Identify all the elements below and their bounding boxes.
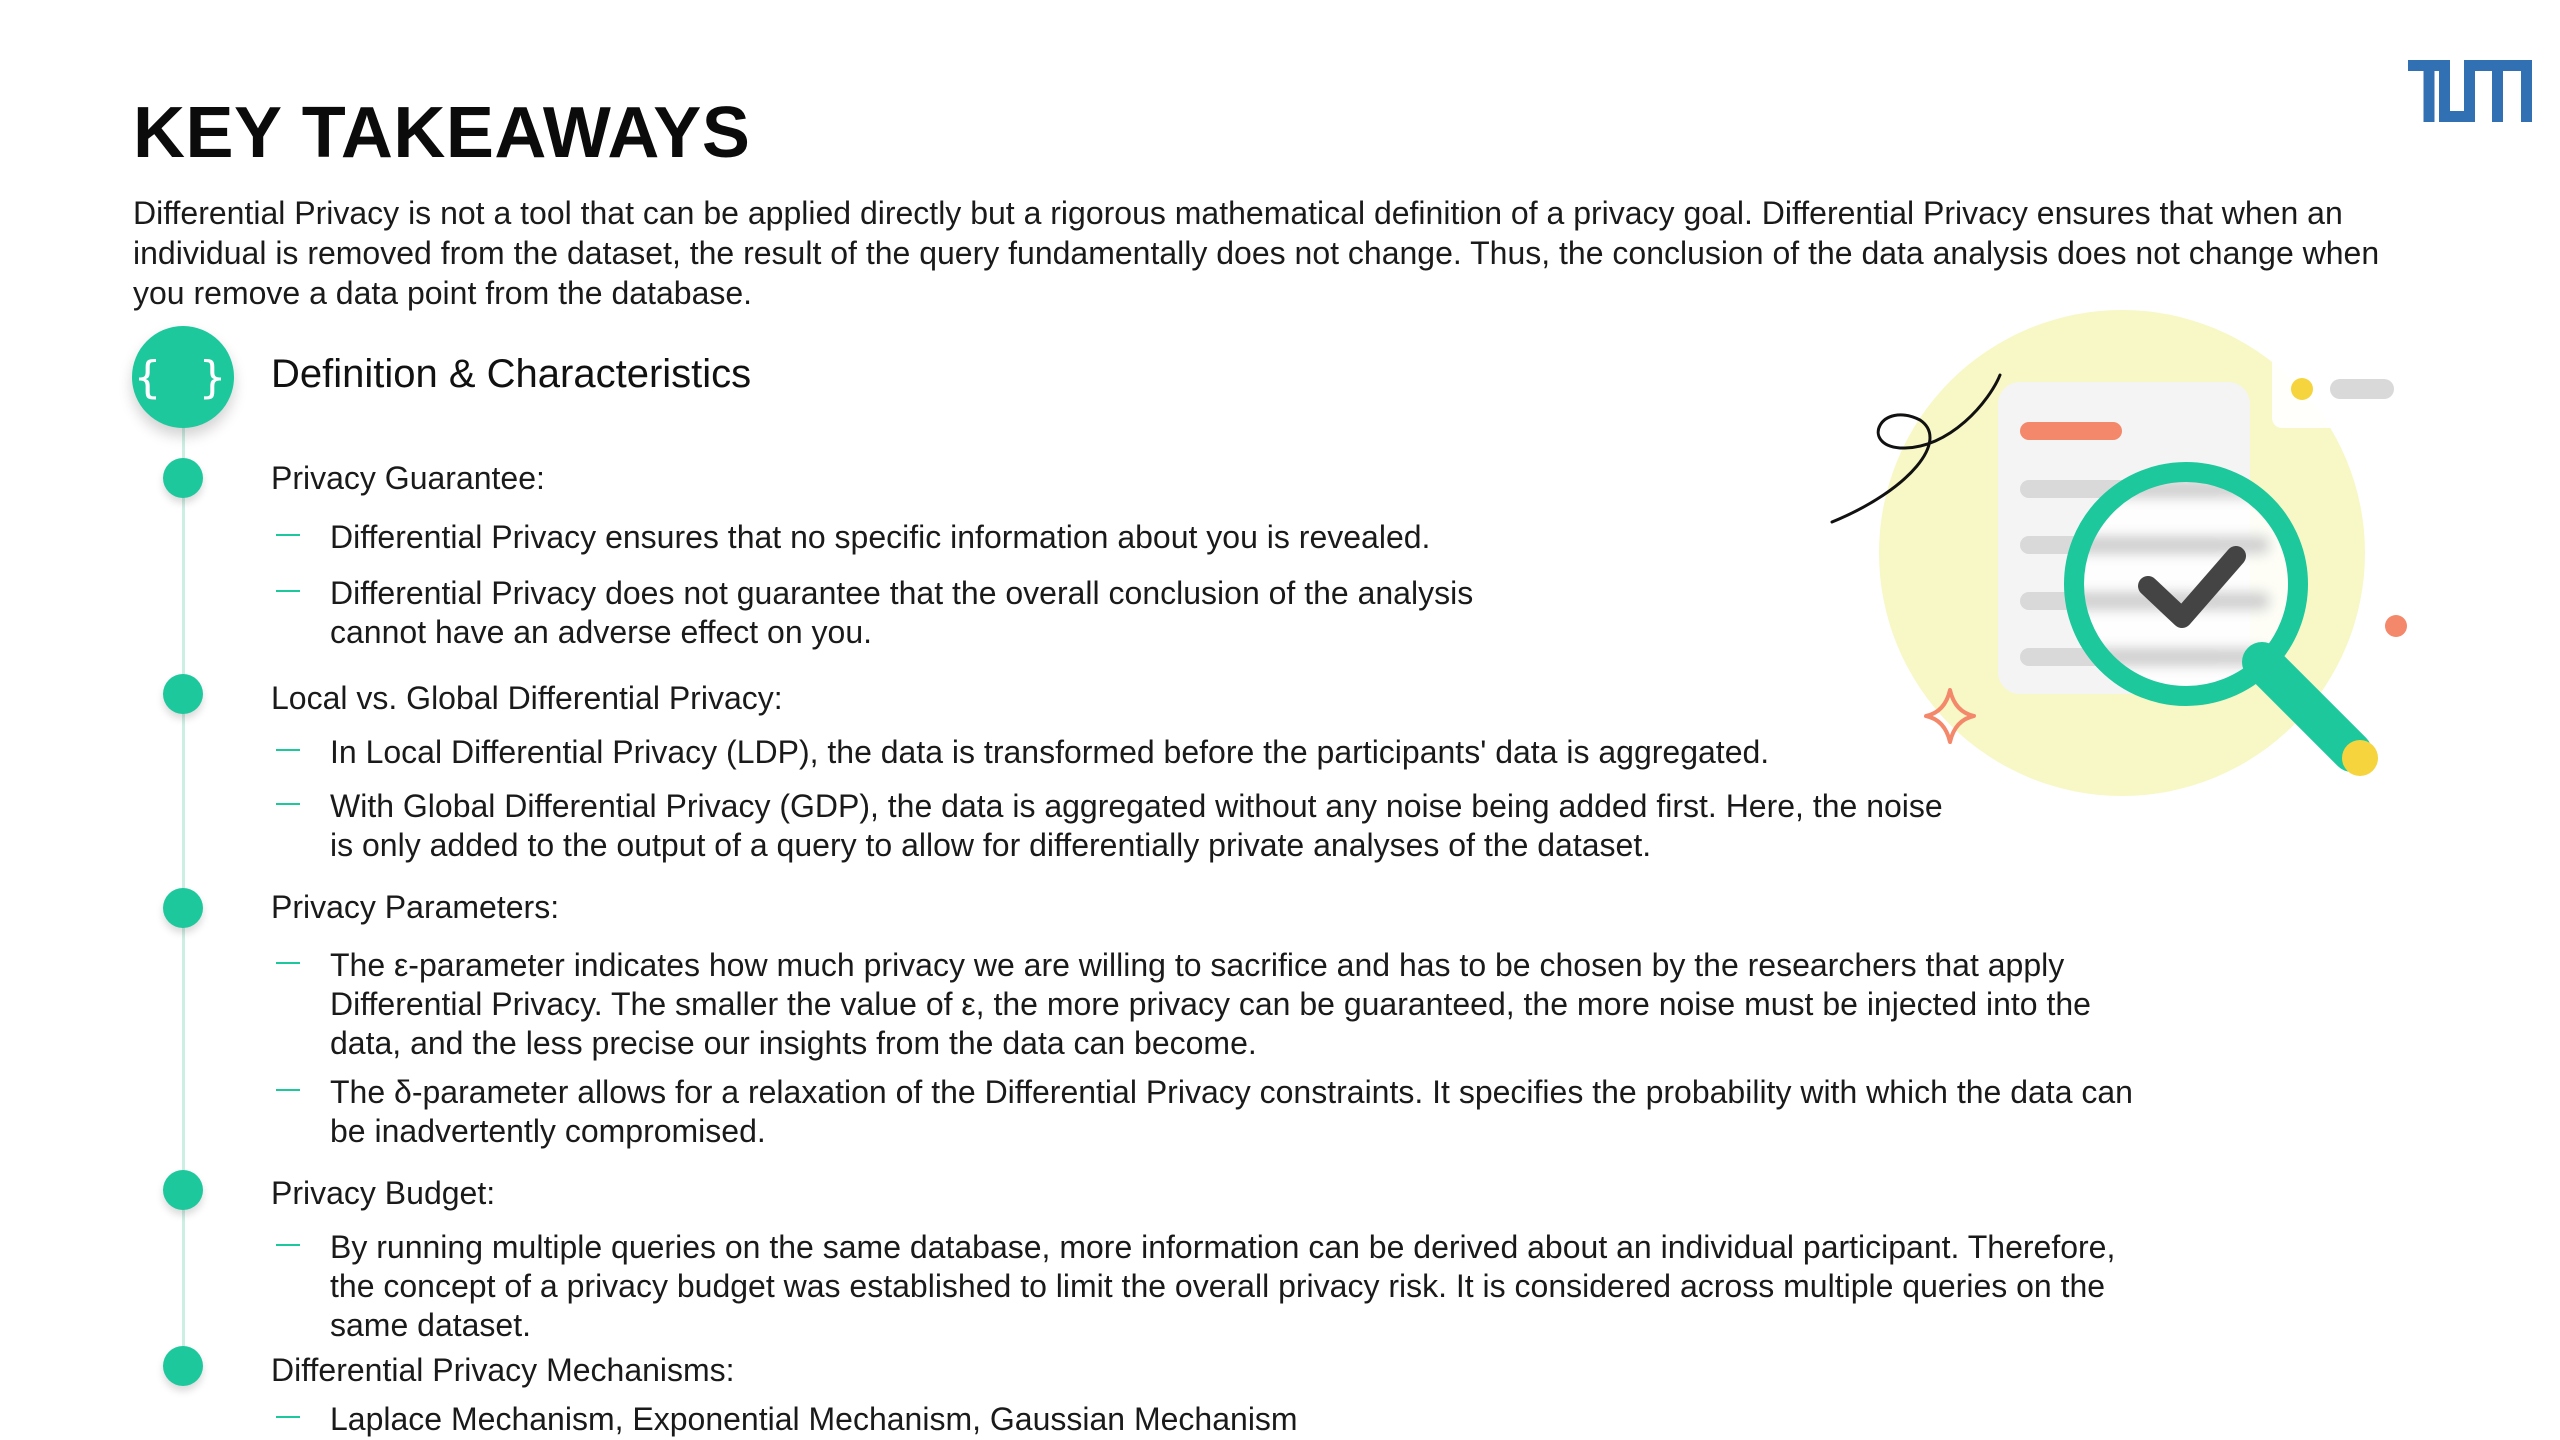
curly-braces-icon: { } — [132, 326, 234, 428]
dash-icon — [276, 1244, 300, 1246]
dash-icon — [276, 590, 300, 592]
group-title-mechanisms: Differential Privacy Mechanisms: — [271, 1352, 735, 1388]
dash-icon — [276, 534, 300, 536]
list-item: Laplace Mechanism, Exponential Mechanism, Gaussian Mechanism — [276, 1400, 1776, 1439]
timeline-dot — [163, 888, 203, 928]
dash-icon — [276, 803, 300, 805]
section-title: Definition & Characteristics — [271, 352, 752, 396]
timeline-dot — [163, 1346, 203, 1386]
group-title-local-vs-global: Local vs. Global Differential Privacy: — [271, 680, 783, 716]
tum-logo — [2408, 60, 2532, 122]
page-title: KEY TAKEAWAYS — [133, 93, 751, 173]
timeline-dot — [163, 674, 203, 714]
list-item: With Global Differential Privacy (GDP), the data is aggregated without any noise being added first. Here, the noise is only added to the output of a query to allow for differentially private analyses of the dataset. — [276, 787, 1966, 865]
timeline-dot — [163, 1170, 203, 1210]
intro-paragraph: Differential Privacy is not a tool that can be applied directly but a rigorous mathematical definition of a privacy goal. Differential Privacy ensures that when an individual is removed from the dataset, the result of the query fundamentally does not change. Thus, the conclusion of the data analysis does not change when you remove a data point from the database. — [133, 195, 2380, 311]
group-title-privacy-budget: Privacy Budget: — [271, 1175, 496, 1211]
dash-icon — [276, 749, 300, 751]
list-item: The δ-parameter allows for a relaxation of the Differential Privacy constraints. It specifies the probability with which the data can be inadvertently compromised. — [276, 1073, 2146, 1151]
list-item: Differential Privacy ensures that no specific information about you is revealed. — [276, 518, 1576, 557]
dash-icon — [276, 1089, 300, 1091]
list-item: Differential Privacy does not guarantee that the overall conclusion of the analysis cannot have an adverse effect on you. — [276, 574, 1476, 652]
dash-icon — [276, 962, 300, 964]
group-title-privacy-guarantee: Privacy Guarantee: — [271, 460, 545, 496]
magnifier-checkmark-document-icon — [1820, 300, 2440, 820]
dash-icon — [276, 1416, 300, 1418]
group-title-privacy-parameters: Privacy Parameters: — [271, 889, 560, 925]
list-item: In Local Differential Privacy (LDP), the data is transformed before the participants' data is aggregated. — [276, 733, 1936, 772]
list-item: The ε-parameter indicates how much privacy we are willing to sacrifice and has to be chosen by the researchers that apply Differential Privacy. The smaller the value of ε, the more privacy can be guaranteed, the more noise must be injected into the data, and the less precise our insights from the data can become. — [276, 946, 2156, 1063]
list-item: By running multiple queries on the same database, more information can be derived about an individual participant. Therefore, the concept of a privacy budget was established to limit the overall privacy risk. It is considered across multiple queries on the same dataset. — [276, 1228, 2156, 1345]
timeline-dot — [163, 458, 203, 498]
